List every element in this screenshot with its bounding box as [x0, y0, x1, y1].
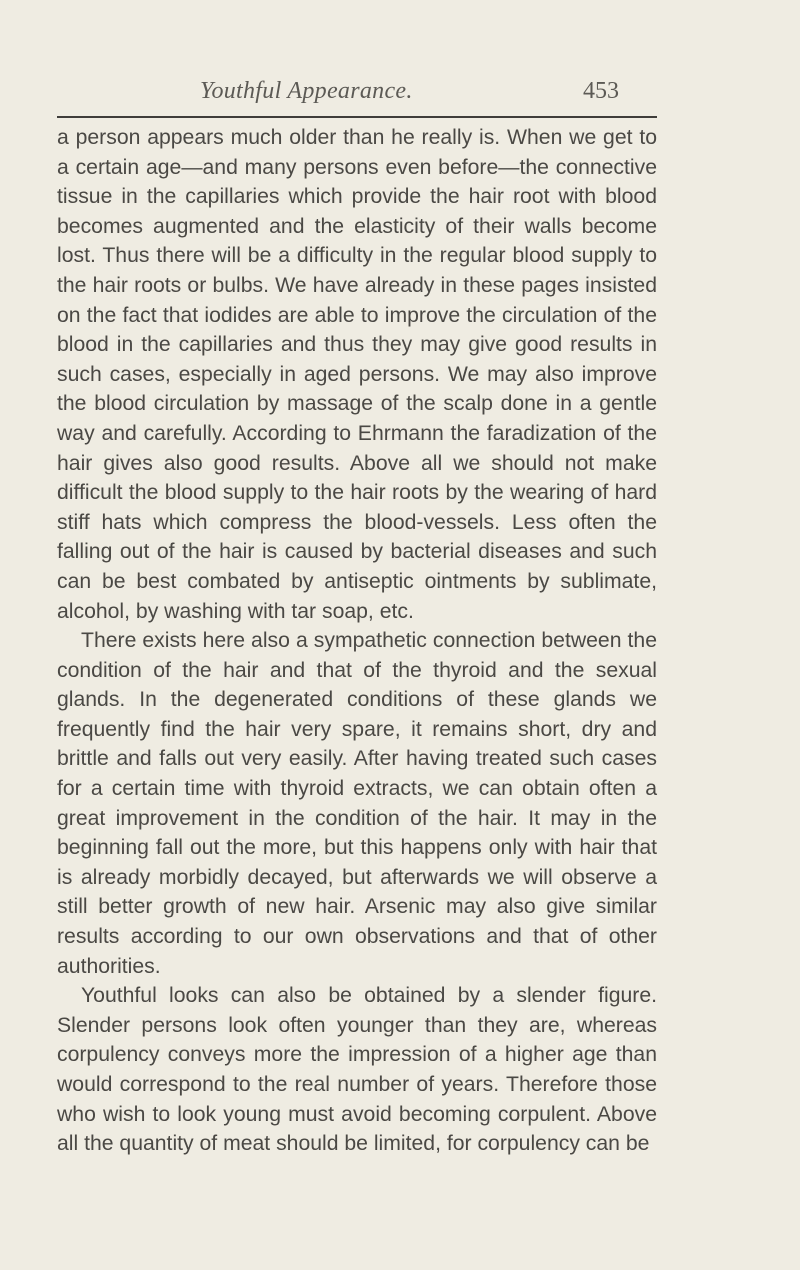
paragraph-thyroid: There exists here also a sympathetic connection between the condition of the hair and that of the thyroid and the sexual glands. In the degenerated conditions of these glands we frequently find the hair very spare, it remains short, dry and brittle and falls out very easily. After having treated such cases for a certain time with thyroid extracts, we can obtain often a great improvement in the condition of the hair. It may in the beginning fall out the more, but this happens only with hair that is already morbidly decayed, but afterwards we will observe a still better growth of new hair. Arsenic may also give similar results according to our own observations and that of other authorities.	[57, 629, 657, 978]
paragraph-continued: a person appears much older than he really is. When we get to a certain age—and many persons even before—the connective tissue in the capillaries which provide the hair root with blood becomes augmented and the elasticity of their walls become lost. Thus there will be a difficulty in the regular blood supply to the hair roots or bulbs. We have already in these pages insisted on the fact that iodides are able to improve the circulation of the blood in the capillaries and thus they may give good results in such cases, especially in aged persons. We may also improve the blood circulation by massage of the scalp done in a gentle way and carefully. According to Ehrmann the faradization of the hair gives also good results. Above all we should not make difficult the blood supply to the hair roots by the wearing of hard stiff hats which compress the blood-vessels. Less often the falling out of the hair is caused by bacterial diseases and such can be best combated by antiseptic ointments by sublimate, alcohol, by washing with tar soap, etc.	[57, 126, 657, 623]
body-text	[57, 123, 657, 1159]
page-number: 453	[583, 78, 619, 104]
paragraph-slender-figure: Youthful looks can also be obtained by a slender figure. Slender persons look often younger than they are, whereas corpulency conveys more the impression of a higher age than would correspond to the real number of years. Therefore those who wish to look young must avoid becoming corpulent. Above all the quantity of meat should be limited, for corpulency can be	[57, 984, 657, 1156]
header-rule	[57, 116, 657, 118]
running-head-title: Youthful Appearance.	[200, 78, 413, 104]
